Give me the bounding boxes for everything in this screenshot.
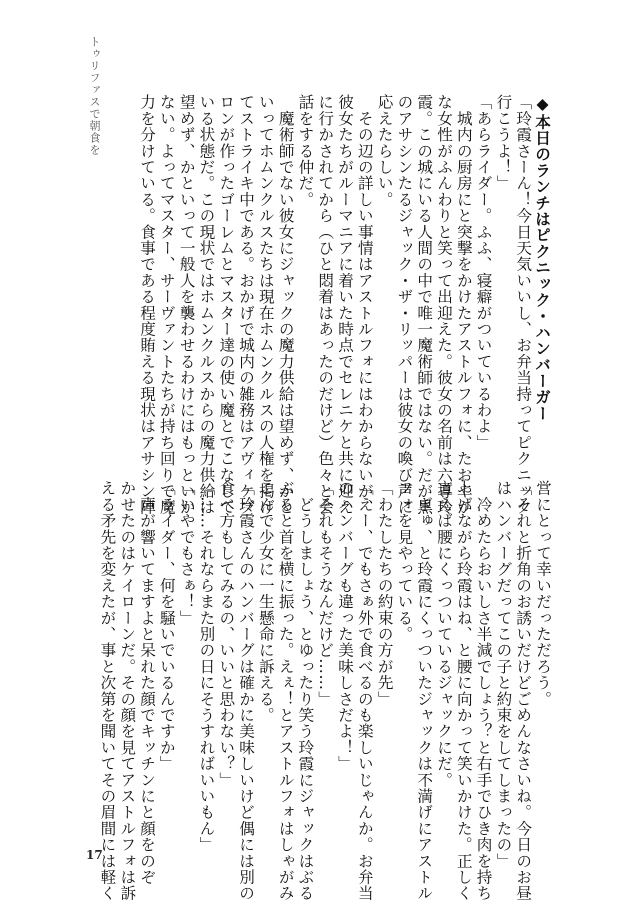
text-line: 魔術師でない彼女にジャックの魔力供給は望めず、かと [276, 94, 295, 516]
text-line: 「えー、でもさぁ外で食べるのも楽しいじゃんか。お弁当 [355, 480, 374, 901]
text-line: 「あらライダー。ふふ、寝癖がついているわよ」 [474, 94, 493, 451]
text-line: こんで少女に一生懸命に訴える。 [256, 480, 275, 723]
text-line: 城内の厨房にと突撃をかけたアストルフォに、たおやか [454, 94, 473, 516]
text-line: ない。よってマスター、サーヴァントたちが持ち回りで魔 [157, 94, 176, 516]
text-line: 彼女たちがルーマニアに着いた時点でセレニケと共に迎え [336, 94, 355, 516]
running-header: トゥリファスで朝食を [88, 36, 101, 156]
text-line: 「玲霞さんのハンバーグは確かに美味しいけど偶には別の [237, 480, 256, 901]
text-line: 力を分けている。食事である程度賄える現状はアサシン陣 [138, 94, 157, 516]
text-line: 「いやでもさぁ！」 [177, 480, 196, 626]
upper-text-block [120, 94, 552, 516]
text-line: のアサシンたるジャック・ザ・リッパーは彼女の喚び声に [395, 94, 414, 516]
text-line: いる状態だ。この現状ではホムンクルスからの魔力供給は [197, 94, 216, 516]
text-line: 「わたしたちの約束の方が先」 [375, 480, 394, 707]
text-line: 「ライダー、何を騒いでいるんですか」 [157, 480, 176, 772]
text-line: フォを見やっている。 [395, 480, 414, 642]
text-line: 望めず、かといって一般人を襲わせるわけにはもっといか [177, 94, 196, 516]
text-line: 「それもそうなんだけど……」 [316, 480, 335, 707]
text-line: 「玲霞さーん！今日天気いいし、お弁当持ってピクニック [514, 94, 533, 516]
text-line: てストライキ中である。おかげで城内の雑務はアヴィケブ [237, 94, 256, 516]
text-line: 霞。この城にいる人間の中で唯一魔術師ではない。だが黒 [415, 94, 434, 516]
text-line: 応えたらしい。 [375, 94, 394, 208]
lower-text-block [98, 480, 552, 901]
text-line: ロンが作ったゴーレムとマスター達の使い魔とでこなして [217, 94, 236, 516]
text-line: に行かされてから（ひと悶着はあったのだけど）色々と会 [316, 94, 335, 516]
text-line: 営にとって幸いだっただろう。 [534, 480, 552, 707]
text-line: その辺の詳しい事情はアストルフォにはわからないが、 [355, 94, 374, 516]
text-line: のハンバーグも違った美味しさだよ！」 [336, 480, 355, 772]
text-line: 上げながら玲霞はね、と腰に向かって笑いかけた。正しく [454, 480, 473, 901]
text-line: 行こうよ！」 [494, 94, 513, 192]
text-line: 「それと折角のお誘いだけどごめんなさいね。今日のお昼 [514, 480, 533, 901]
text-line: いってホムンクルスたちは現在ホムンクルスの人権を掲げ [256, 94, 275, 516]
section-heading: ◆本日のランチはピクニック・ハンバーガー [533, 94, 552, 422]
text-line: はハンバーグだってこの子と約束をしてしまったの」 [494, 480, 513, 869]
text-line: える矛先を変えたが、事と次第を聞いてその眉間には軽く [98, 480, 117, 901]
text-line: ぶると首を横に振った。えぇ！とアストルフォはしゃがみ [276, 480, 295, 901]
text-line: 話をする仲だ。 [296, 94, 315, 208]
text-line: 言えば腰にくっついているジャックにだ。 [435, 480, 454, 788]
text-line: 食べ方もしてみるの、いいと思わない？」 [217, 480, 236, 788]
text-line: 「……それならまた別の日にそうすればいいもん」 [197, 480, 216, 853]
text-line: 声が響いてますよと呆れた顔でキッチンにと顔をのぞ [138, 480, 157, 885]
text-line: どうしましょう、とゆったり笑う玲霞にジャックはぶる [296, 480, 315, 901]
text-line: かせたのはケイローンだ。その顔を見てアストルフォは訴 [118, 480, 137, 901]
text-line: な女性がふんわりと笑って出迎えた。彼女の名前は六導玲 [435, 94, 454, 516]
text-line: ぎゅ、と玲霞にくっついたジャックは不満げにアストル [415, 480, 434, 901]
page-number: 17 [86, 848, 103, 862]
text-line: 冷めたらおいしさ半減でしょう？と右手でひき肉を持ち [474, 480, 493, 901]
